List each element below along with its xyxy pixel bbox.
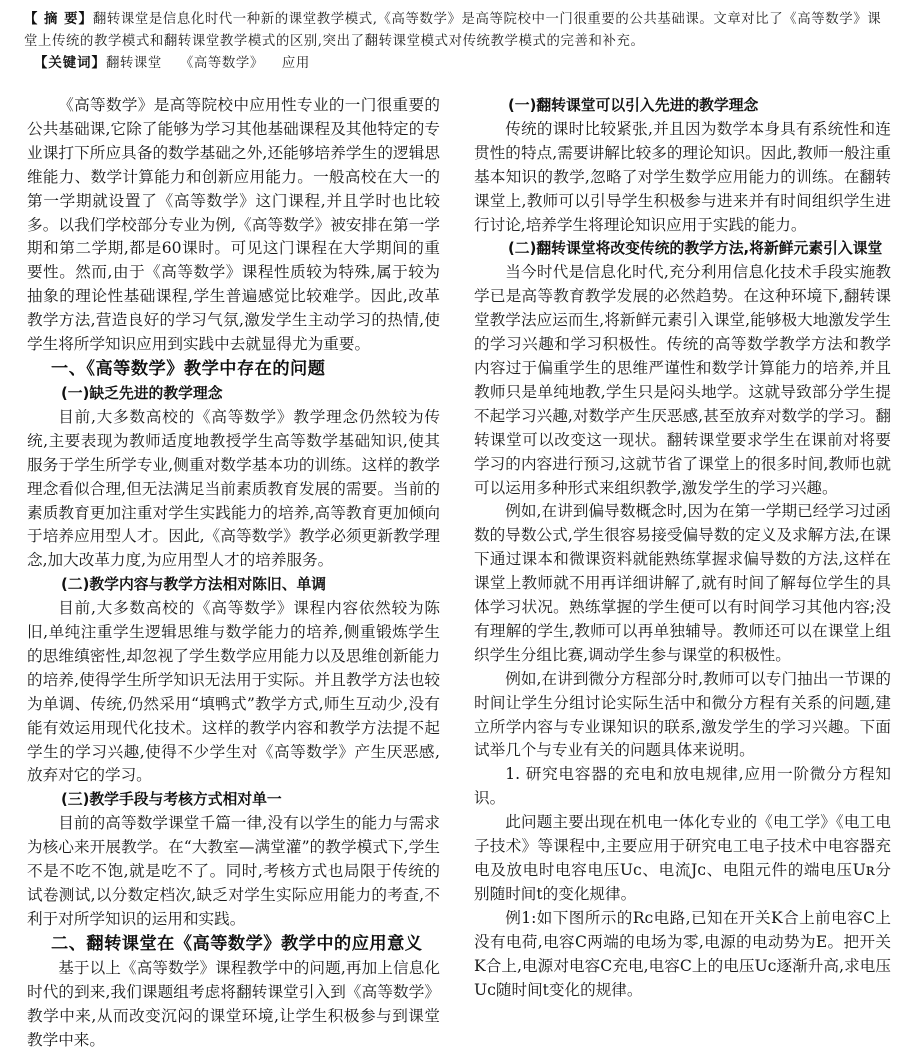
left-column: [27, 92, 440, 1052]
keywords: [24, 53, 886, 75]
body-paragraph: 目前,大多数高校的《高等数学》课程内容依然较为陈旧,单纯注重学生逻辑思维与数学能力的培养,侧重锻炼学生的思维缜密性,却忽视了学生数学应用能力以及思维创新能力的培养,使得学生所学知识无法用于实际。并且教学方法也较为单调、传统,仍然采用“填鸭式”教学方式,师生互动少,没有能有效运用现代化技术。这样的教学内容和教学方法提不起学生的学习兴趣,使得不少学生对《高等数学》产生厌恶感,放弃对它的学习。: [27, 599, 440, 785]
section-heading: 一、《高等数学》教学中存在的问题: [51, 358, 326, 379]
body-paragraph: 基于以上《高等数学》课程教学中的问题,再加上信息化时代的到来,我们课题组考虑将翻转课堂引入到《高等数学》教学中来,从而改变沉闷的课堂环境,让学生积极参与到课堂教学中来。: [27, 958, 440, 1049]
keyword-item: 《高等数学》: [179, 56, 264, 71]
body-paragraph: 当今时代是信息化时代,充分利用信息化技术手段实施教学已是高等教育教学发展的必然趋势。在这种环境下,翻转课堂教学法应运而生,将新鲜元素引入课堂,能够极大地激发学生的学习兴趣和学习积极性。传统的高等数学教学方法和教学内容过于偏重学生的思维严谨性和数学计算能力的培养,并且教师只是单纯地教,学生只是闷头地学。这就导致部分学生提不起学习兴趣,对数学产生厌恶感,甚至放弃对数学的学习。翻转课堂可以改变这一现状。翻转课堂要求学生在课前对将要学习的内容进行预习,这就节省了课堂上的很多时间,教师也就可以运用多种形式来组织教学,激发学生的学习兴趣。: [474, 263, 891, 497]
body-paragraph: 例如,在讲到偏导数概念时,因为在第一学期已经学习过函数的导数公式,学生很容易接受偏导数的定义及求解方法,在课下通过课本和微课资料就能熟练掌握求偏导数的方法,这样在课堂上教师就不用再详细讲解了,就有时间了解每位学生的具体学习状况。熟练掌握的学生便可以有时间学习其他内容;没有理解的学生,教师可以再单独辅导。教师还可以在课堂上组织学生分组比赛,调动学生参与课堂的积极性。: [474, 502, 891, 664]
subsection-heading: (二)翻转课堂将改变传统的教学方法,将新鲜元素引入课堂: [508, 240, 883, 258]
keyword-item: 应用: [281, 56, 310, 71]
abstract-block: [24, 9, 886, 75]
abstract: [24, 9, 886, 53]
body-paragraph: 传统的课时比较紧张,并且因为数学本身具有系统性和连贯性的特点,需要讲解比较多的理论知识。因此,教师一般注重基本知识的教学,忽略了对学生数学应用能力的训练。在翻转课堂上,教师可以引导学生积极参与进来并有时间组织学生进行讨论,培养学生将理论知识应用于实践的能力。: [474, 119, 891, 234]
body-paragraph: 例如,在讲到微分方程部分时,教师可以专门抽出一节课的时间让学生分组讨论实际生活中和微分方程有关系的问题,建立所学内容与专业课知识的联系,激发学生的学习兴趣。下面试举几个与专业有关的问题具体来说明。: [474, 669, 891, 760]
body-paragraph: 1. 研究电容器的充电和放电规律,应用一阶微分方程知识。: [474, 765, 891, 808]
abstract-text: 翻转课堂是信息化时代一种新的课堂教学模式,《高等数学》是高等院校中一门很重要的公共基础课。文章对比了《高等数学》课堂上传统的教学模式和翻转课堂教学模式的区别,突出了翻转课堂模式对传统教学模式的完善和补充。: [24, 12, 882, 49]
subsection-heading: (一)缺乏先进的教学理念: [61, 384, 223, 402]
subsection-heading: (一)翻转课堂可以引入先进的教学理念: [508, 97, 759, 114]
body-paragraph: 目前的高等数学课堂千篇一律,没有以学生的能力与需求为核心来开展教学。在“大教室—满堂灌”的教学模式下,学生不是不吃不饱,就是吃不了。同时,考核方式也局限于传统的试卷测试,以分数定档次,缺乏对学生实际应用能力的考查,不利于对所学知识的运用和实践。: [27, 814, 440, 928]
body-paragraph: 《高等数学》是高等院校中应用性专业的一门很重要的公共基础课,它除了能够为学习其他基础课程及其他特定的专业课打下所应具备的数学基础之外,还能够培养学生的逻辑思维能力、数学计算能力和创新应用能力。一般高校在大一的第一学期就设置了《高等数学》这门课程,并且学时也比较多。以我们学校部分专业为例,《高等数学》被安排在第一学期和第二学期,都是60课时。可见这门课程在大学期间的重要性。然而,由于《高等数学》课程性质较为特殊,属于较为抽象的理论性基础课程,学生普遍感觉比较难学。因此,改革教学方法,营造良好的学习气氛,激发学生主动学习的热情,使学生将所学知识应用到实践中去就显得尤为重要。: [27, 96, 440, 354]
section-heading: 二、翻转课堂在《高等数学》教学中的应用意义: [51, 933, 423, 954]
body-paragraph: 此问题主要出现在机电一体化专业的《电工学》《电工电子技术》等课程中,主要应用于研究电工电子技术中电容器充电及放电时电容电压Uᴄ、电流Jᴄ、电阻元件的端电压Uʀ分别随时间t的变化规律。: [474, 813, 891, 903]
body-paragraph: 目前,大多数高校的《高等数学》教学理念仍然较为传统,主要表现为教师适度地教授学生高等数学基础知识,使其服务于学生所学专业,侧重对数学基本功的训练。这样的教学理念看似合理,但无法满足当前素质教育发展的需要。当前的素质教育更加注重对学生实践能力的培养,高等教育更加倾向于培养应用型人才。因此,《高等数学》教学必须更新教学理念,加大改革力度,为应用型人才的培养服务。: [27, 407, 440, 570]
right-column: [474, 92, 891, 1002]
subsection-heading: (二)教学内容与教学方法相对陈旧、单调: [61, 576, 327, 594]
body-paragraph: 例1:如下图所示的Rᴄ电路,已知在开关K合上前电容C上没有电荷,电容C两端的电场为零,电源的电动势为E。把开关K合上,电源对电容C充电,电容C上的电压Uᴄ逐渐升高,求电压Uᴄ随时间t变化的规律。: [474, 908, 891, 999]
abstract-label: 【 摘 要】: [24, 12, 93, 27]
keyword-item: 翻转课堂: [105, 56, 162, 71]
keywords-label: 【关键词】: [34, 56, 106, 71]
subsection-heading: (三)教学手段与考核方式相对单一: [61, 791, 282, 809]
